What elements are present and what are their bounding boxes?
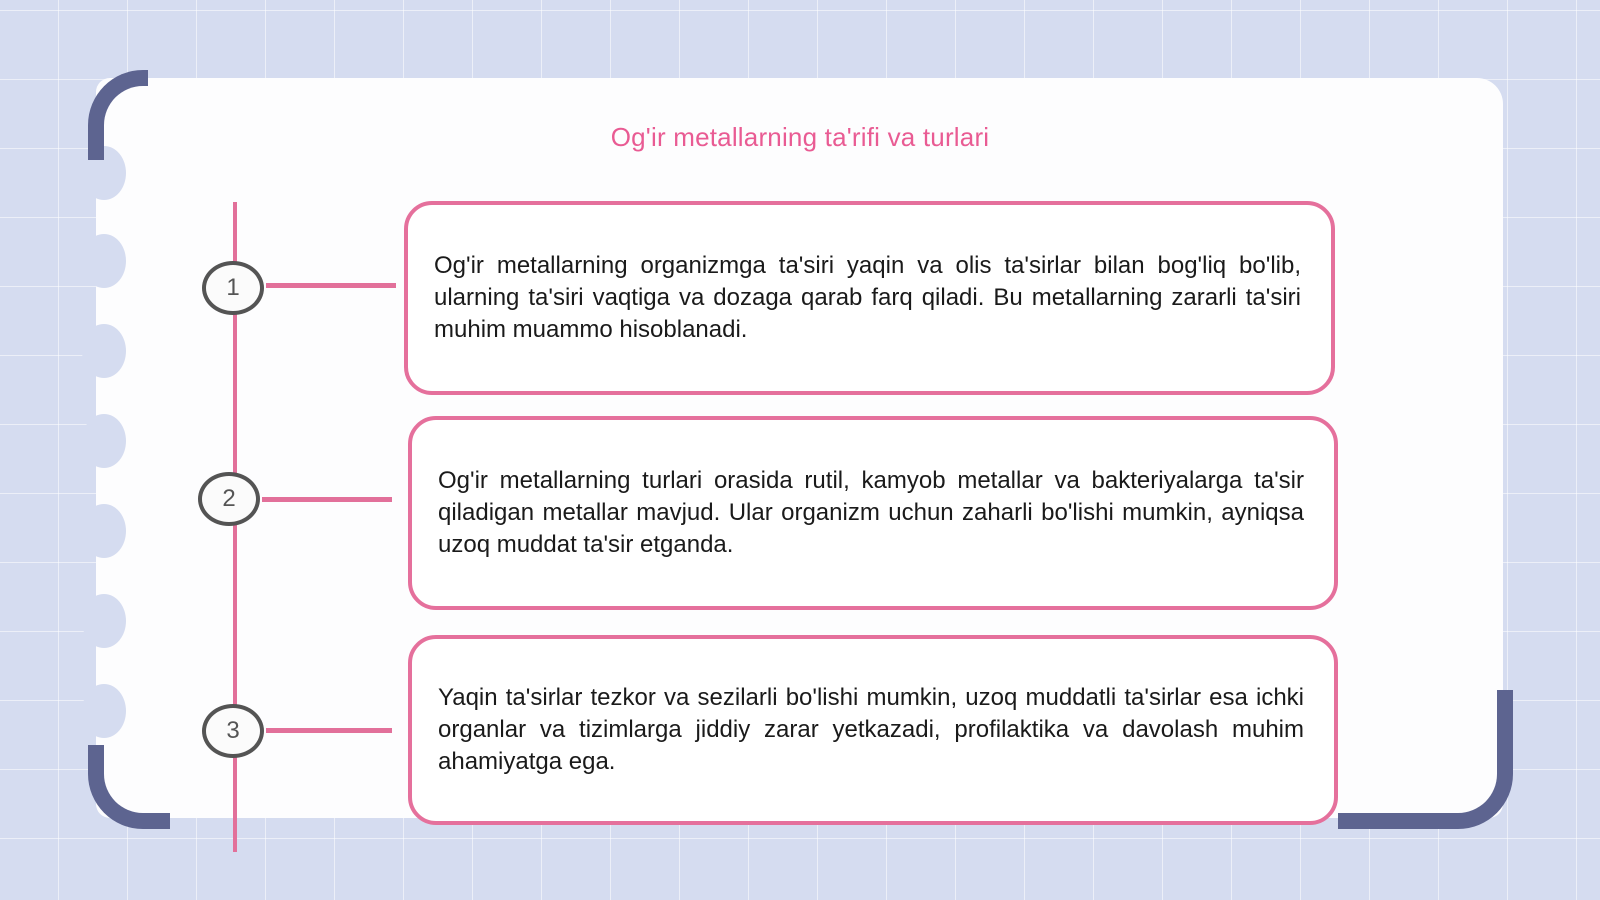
scallop-edge — [82, 594, 126, 648]
timeline-connector — [262, 497, 392, 502]
content-text: Yaqin ta'sirlar tezkor va sezilarli bo'lishi mumkin, uzoq muddatli ta'sirlar esa ichki organlar va tizimlarga jiddiy zarar yetkazadi, profilaktika va davolash muhim ahamiyatga ega. — [438, 684, 1304, 775]
timeline-connector — [266, 283, 396, 288]
content-text: Og'ir metallarning organizmga ta'siri yaqin va olis ta'sirlar bilan bog'liq bo'lib, ularning ta'siri vaqtiga va dozaga qarab farq qiladi. Bu metallarning zararli ta'siri muhim muammo hisoblanadi. — [434, 252, 1301, 343]
content-box — [408, 416, 1338, 610]
corner-bracket-bottom-left — [88, 745, 170, 829]
scallop-edge — [82, 324, 126, 378]
step-number-circle: 3 — [202, 704, 264, 758]
timeline-connector — [266, 728, 392, 733]
scallop-edge — [82, 504, 126, 558]
step-number-circle: 2 — [198, 472, 260, 526]
corner-bracket-top-left — [88, 70, 148, 160]
content-box — [408, 635, 1338, 825]
scallop-edge — [82, 414, 126, 468]
slide-title: Og'ir metallarning ta'rifi va turlari — [610, 122, 990, 152]
corner-bracket-bottom-right — [1338, 690, 1513, 829]
content-box — [404, 201, 1335, 395]
scallop-edge — [82, 234, 126, 288]
content-text: Og'ir metallarning turlari orasida rutil, kamyob metallar va bakteriyalarga ta'sir qiladigan metallar mavjud. Ular organizm uchun zaharli bo'lishi mumkin, ayniqsa uzoq muddat ta'sir etganda. — [438, 467, 1304, 558]
step-number-circle: 1 — [202, 261, 264, 315]
scallop-edge — [82, 684, 126, 738]
